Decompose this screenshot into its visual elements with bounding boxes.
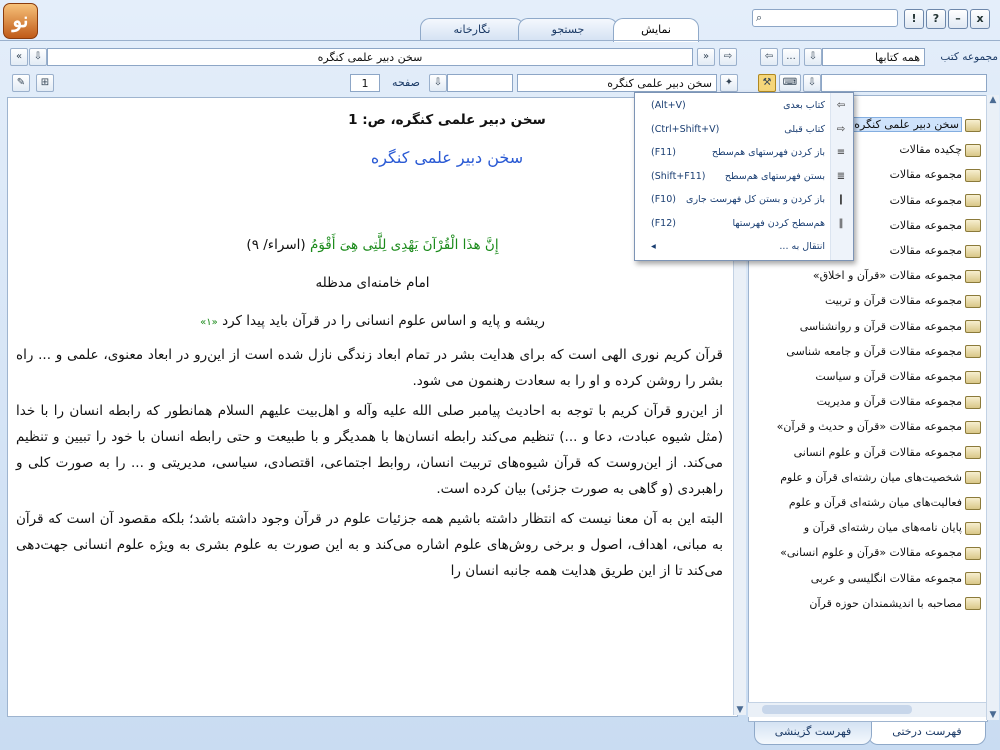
tree-item[interactable] <box>753 568 981 590</box>
tree-item[interactable] <box>753 416 981 438</box>
app-logo[interactable]: نو <box>3 3 38 39</box>
header-divider <box>0 40 1000 41</box>
book-icon <box>965 446 981 459</box>
tree-item-label: فعالیت‌های میان رشته‌ای قرآن و علوم <box>788 496 962 509</box>
tree-item[interactable] <box>753 366 981 388</box>
context-menu <box>634 92 854 261</box>
tree-filter-input[interactable] <box>821 74 987 92</box>
menu-item-shortcut: (F11) <box>651 147 676 158</box>
root-line <box>8 308 737 336</box>
page-number-input[interactable]: 1 <box>350 74 380 92</box>
back-arrow-icon[interactable]: ⇦ <box>760 48 778 66</box>
tree-hscrollbar[interactable] <box>748 702 986 717</box>
menu-item-label: باز کردن فهرستهای هم‌سطح <box>711 147 825 158</box>
tab-gallery[interactable]: نگارخانه <box>420 18 524 41</box>
book-icon <box>965 421 981 434</box>
tree-item-label: مجموعه مقالات قرآن و مدیریت <box>816 395 962 409</box>
alert-button[interactable]: ! <box>904 9 924 29</box>
tree-item-label: مجموعه مقالات انگلیسی و عربی <box>810 571 962 585</box>
book-icon <box>965 295 981 308</box>
menu-item-label: کتاب بعدی <box>783 100 825 111</box>
document-subtitle: سخن دبیر علمی کنگره <box>370 148 524 167</box>
verse-reference: (اسراء/ ۹) <box>246 237 306 253</box>
collapse-level-icon: ≣ <box>836 170 846 182</box>
more-button[interactable]: ... <box>782 48 800 66</box>
close-button[interactable]: x <box>970 9 990 29</box>
tree-item-label: مجموعه مقالات <box>889 168 962 182</box>
book-icon <box>965 597 981 610</box>
leader-line: امام خامنه‌ای مدظله <box>315 275 430 291</box>
root-text: ریشه و پایه و اساس علوم انسانی را در قرآن باید پیدا کرد <box>222 313 545 329</box>
forward-arrow-icon[interactable]: ⇨ <box>719 48 737 66</box>
menu-item-label: انتقال به ... <box>779 241 825 252</box>
menu-item-shortcut: (Alt+V) <box>651 100 686 111</box>
verse-line <box>8 232 737 258</box>
toggle-tree-icon: ❙ <box>836 194 846 205</box>
menu-item-shortcut: (F10) <box>651 194 676 205</box>
tree-item[interactable] <box>753 542 981 564</box>
menu-item[interactable] <box>635 141 853 164</box>
book-icon <box>965 245 981 258</box>
document-heading: سخن دبیر علمی کنگره، ص: 1 <box>348 112 546 128</box>
page-label: صفحه <box>392 76 420 89</box>
menu-item-label: بستن فهرستهای هم‌سطح <box>724 170 825 182</box>
tree-item-label: مجموعه مقالات قرآن و سیاست <box>815 370 962 383</box>
menu-item[interactable] <box>635 94 853 117</box>
book-icon <box>965 471 981 484</box>
book-icon <box>965 371 981 384</box>
book-icon <box>965 219 981 232</box>
tree-item-label: سخن دبیر علمی کنگره <box>851 117 962 132</box>
tree-item[interactable] <box>753 517 981 539</box>
dropdown-icon[interactable]: ⇩ <box>29 48 47 66</box>
expand-level-icon: ≡ <box>836 147 846 158</box>
tree-hscroll-thumb[interactable] <box>762 705 912 714</box>
menu-item[interactable] <box>635 118 853 141</box>
tree-item-label: شخصیت‌های میان رشته‌ای قرآن و علوم <box>780 470 962 484</box>
book-icon <box>965 547 981 560</box>
page-select[interactable] <box>447 74 513 92</box>
expand-icon[interactable]: » <box>697 48 715 66</box>
menu-item[interactable] <box>635 212 853 235</box>
book-icon <box>965 522 981 535</box>
menu-item[interactable] <box>635 235 853 258</box>
paragraph-1: قرآن کریم نوری الهی است که برای هدایت بشر در تمام ابعاد زندگی نازل شده است از این‌رو در ابعاد معنوی، علمی و ... راه بشر را روشن کرده و او را به سعادت رهنمون می شود. <box>16 347 723 389</box>
menu-item[interactable] <box>635 188 853 211</box>
book-icon <box>965 169 981 182</box>
scroll-down-icon[interactable]: ▼ <box>736 705 744 715</box>
tree-item-label: مجموعه مقالات «قرآن و علوم انسانی» <box>780 546 962 560</box>
tree-item[interactable] <box>753 290 981 312</box>
quran-verse: إِنَّ هذَا الْقُرْآنَ یَهْدِی لِلَّتِی هِیَ أَقْوَمُ <box>309 237 499 253</box>
tree-item-label: مجموعه مقالات قرآن و علوم انسانی <box>793 445 962 459</box>
next-book-icon: ⇦ <box>836 100 846 111</box>
collection-dropdown-icon[interactable]: ⇩ <box>804 48 822 66</box>
tree-scroll-up-icon[interactable]: ▲ <box>989 95 997 105</box>
global-search-input[interactable] <box>752 9 898 27</box>
tree-item[interactable] <box>753 265 981 287</box>
tree-scrollbar[interactable] <box>986 95 999 720</box>
tab-selective-index[interactable]: فهرست گزینشی <box>754 722 872 745</box>
submenu-icon <box>834 240 848 253</box>
book-icon <box>965 194 981 207</box>
footnote-link[interactable]: «۱» <box>200 317 218 328</box>
tree-item[interactable] <box>753 316 981 338</box>
menu-item-shortcut: (Shift+F11) <box>651 170 706 182</box>
tree-dropdown-icon[interactable]: ⇩ <box>803 74 821 92</box>
tab-display[interactable]: نمایش <box>613 18 699 42</box>
tree-item-label: مجموعه مقالات «قرآن و حدیث و قرآن» <box>776 420 962 434</box>
settings-icon[interactable]: ✎ <box>12 74 30 92</box>
tree-item-label: چکیده مقالات <box>899 143 962 157</box>
tree-item-label: مصاحبه با اندیشمندان حوزه قرآن <box>809 596 962 610</box>
search-icon: ⌕ <box>756 11 763 24</box>
menu-item-shortcut: ◂ <box>651 241 656 252</box>
align-level-icon: ‖ <box>838 217 844 229</box>
tab-tree-index[interactable]: فهرست درختی <box>868 722 986 745</box>
document-body <box>8 342 737 584</box>
menu-item-shortcut: (Ctrl+Shift+V) <box>651 123 720 135</box>
tree-item[interactable] <box>753 492 981 514</box>
menu-item[interactable] <box>635 165 853 188</box>
menu-item-shortcut: (F12) <box>651 217 676 229</box>
tree-item-label: مجموعه مقالات قرآن و جامعه شناسی <box>786 344 962 358</box>
tree-item[interactable] <box>753 442 981 464</box>
tab-search[interactable]: جستجو <box>518 18 618 41</box>
collapse-icon[interactable]: « <box>10 48 28 66</box>
tree-item-label: مجموعه مقالات <box>889 193 962 207</box>
menu-item-label: هم‌سطح کردن فهرستها <box>732 217 825 229</box>
book-icon <box>965 270 981 283</box>
tree-item[interactable] <box>753 341 981 363</box>
tree-item[interactable] <box>753 467 981 489</box>
book-icon <box>965 320 981 333</box>
menu-item-label: کتاب قبلی <box>784 123 825 135</box>
book-icon <box>965 345 981 358</box>
paragraph-3: البته این به آن معنا نیست که انتظار داشته باشیم همه جزئیات علوم در قرآن وجود داشته باشد؛ بلکه مقصود آن است که قرآن به مبانی، اهداف، اصول و برخی روش‌های علوم اشاره می‌کند و به این صورت به علوم بشری به ویژه علوم انسانی جهت‌دهی می‌کند تا از این طریق هدایت همه جانبه انسان را <box>16 511 723 579</box>
book-icon <box>965 119 981 132</box>
tree-item-label: مجموعه مقالات قرآن و تربیت <box>824 294 962 308</box>
book-icon <box>965 572 981 585</box>
document-pane <box>7 97 738 717</box>
layout-icon[interactable]: ⊞ <box>36 74 54 92</box>
tag-icon[interactable]: ✦ <box>720 74 738 92</box>
title-field[interactable]: سخن دبیر علمی کنگره <box>47 48 693 66</box>
keyboard-icon[interactable]: ⌨ <box>779 74 801 92</box>
book-icon <box>965 144 981 157</box>
tree-item[interactable] <box>753 593 981 615</box>
tree-scroll-down-icon[interactable]: ▼ <box>989 710 997 720</box>
tree-item-label: مجموعه مقالات قرآن و روانشناسی <box>799 319 962 333</box>
tree-item[interactable] <box>753 391 981 413</box>
book-icon <box>965 497 981 510</box>
paragraph-2: از این‌رو قرآن کریم با توجه به احادیث پیامبر صلی الله علیه وآله و اهل‌بیت علیهم السلام همانطور که رابطه انسان را با خدا (مثل شیوه عبادت، دعا و ...) تنظیم می‌کند رابطه انسان‌ها با همدیگر و با طبیعت و حتی رابطه انسان با خود را تبیین و تنظیم می‌کند. از این‌روست که قرآن شیوه‌های تربیت انسان، روابط اجتماعی، اقتصادی، سیاسی، مدیریتی و ... را به صورت کلی و راهبردی (و گاهی به صورت جزئی) بیان کرده است. <box>16 403 723 497</box>
collection-select[interactable]: همه کتابها <box>822 48 925 66</box>
collection-label: مجموعه کتب <box>940 51 998 63</box>
minimize-button[interactable]: – <box>948 9 968 29</box>
help-button[interactable]: ? <box>926 9 946 29</box>
tree-item-label: پایان نامه‌های میان رشته‌ای قرآن و <box>803 521 962 535</box>
tree-item-label: مجموعه مقالات <box>889 244 962 257</box>
tree-item-label: مجموعه مقالات <box>889 218 962 232</box>
page-dropdown-icon[interactable]: ⇩ <box>429 74 447 92</box>
tree-tools-icon[interactable]: ⚒ <box>758 74 776 92</box>
menu-item-label: باز کردن و بستن کل فهرست جاری <box>686 194 825 205</box>
book-field[interactable]: سخن دبیر علمی کنگره <box>517 74 717 92</box>
book-icon <box>965 396 981 409</box>
prev-book-icon: ⇨ <box>836 123 846 135</box>
tree-item-label: مجموعه مقالات «قرآن و اخلاق» <box>812 269 962 283</box>
